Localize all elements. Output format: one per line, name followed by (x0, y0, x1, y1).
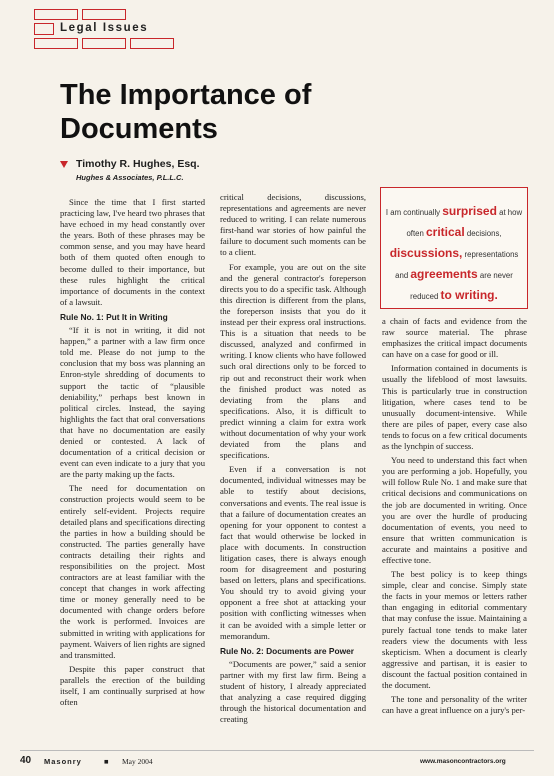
paragraph: The best policy is to keep things simple, clear and concise. Simply state the facts in your memos or letters rather than engaging in editorial commentary that may confuse the issue. Maintaining a purely factual tone tends to make later readers view the documents with less skepticism. When a document is clearly aggressive and partisan, it is easier to discount the factual position contained in the document. (382, 569, 527, 690)
pull-quote-line: often critical decisions, (406, 225, 502, 239)
paragraph: Since the time that I first started practicing law, I've heard two phrases that have echoed in my head constantly over the years. Both of these phrases may be common sense, and you may have heard both of them quoted often enough to become dulled to their importance, but these rules highlight the critical importance of documents in the context of a lawsuit. (60, 197, 205, 307)
website-url: www.masoncontractors.org (420, 758, 506, 765)
paragraph: Even if a conversation is not documented, individual witnesses may be able to testify about decisions, conversations and events. The real issue is that a failure of documentation creates an opening for your opponent to contest a fact that would otherwise be locked in place with documents. In construction litigation cases, there is always enough room for disagreement and posturing based on letters, plans and specifications. You should try to avoid giving your opponent a free shot at attacking your position with conflicting witnesses when it can be avoided with a simple letter or memorandum. (220, 464, 366, 641)
title-line-2: Documents (60, 113, 218, 145)
pull-quote-line: reduced to writing. (410, 288, 498, 302)
issue-date: May 2004 (122, 757, 153, 766)
pull-quote-line: I am continually surprised at how (385, 204, 523, 218)
paragraph: Despite this paper construct that parallels the erection of the building itself, I am continually surprised at how often (60, 663, 205, 708)
footer-bullet-icon: ■ (104, 757, 109, 766)
author-name: Timothy R. Hughes, Esq. (76, 158, 200, 170)
section-label: Legal Issues (60, 22, 149, 34)
paragraph: The tone and personality of the writer can have a great influence on a jury's per- (382, 694, 527, 716)
paragraph: You need to understand this fact when you are performing a job. Hopefully, you will follow Rule No. 1 and make sure that critical decisions and communications on the job are documented in writing. Once you are over the hurdle of producing documentation of events, you need to ensure that written communication is accurate and maintains a positive and effective tone. (382, 455, 527, 565)
subheading-rule-2: Rule No. 2: Documents are Power (220, 645, 355, 656)
paragraph: “If it is not in writing, it did not happen,” a partner with a law firm once told me. Please do not jump to the conclusion that my boss was planning an Enron-style shredding of documents to support the tactic of “plausible deniability,” perhaps best known in political circles. Instead, the saying highlights the fact that oral conversations that have no documentation are easily denied or contested. A lack of documentation of a critical decision or event can even indicate to a jury that you are the party making up the facts. (60, 325, 205, 480)
subheading-rule-1: Rule No. 1: Put It in Writing (60, 311, 168, 322)
paragraph: For example, you are out on the site and the general contractor's foreperson directs you to do a specific task. Although this direction is different from the plans, the foreperson insists that you do it instead per their express oral instructions. This is a situation that needs to be discussed, analyzed and confirmed in writing. I know clients who have followed such oral directions only to be forced to rip out and reconstruct their work when the finished product was noted as deviating from the plans and specifications. Also, it is difficult to predict winning a claim for extra work without documentation of why your work deviated from the plans and specifications. (220, 261, 366, 461)
column-3 (382, 316, 527, 719)
paragraph: critical decisions, discussions, representations and agreements are never reduced to writing. I can relate numerous first-hand war stories of how painful the failure to document such moments can be to a client. (220, 192, 366, 258)
pull-quote-line: discussions, representations (389, 246, 519, 260)
paragraph: Information contained in documents is usually the lifeblood of most lawsuits. This is particularly true in construction litigation, where cases tend to be unusually document-intensive. While there are piles of paper, every case also tends to focus on a few critical documents as the lynchpin of success. (382, 363, 527, 452)
page-number: 40 (20, 755, 32, 766)
article-title (60, 78, 390, 146)
column-1 (60, 197, 205, 711)
column-2 (220, 192, 366, 728)
magazine-name: Masonry (44, 757, 82, 766)
pull-quote-line: and agreements are never (395, 267, 513, 281)
paragraph: “Documents are power,” said a senior partner with my first law firm. Being a student of history, I already appreciated that analyzing a case required digging through the historical documentation and creating (220, 658, 366, 725)
triangle-bullet-icon (60, 161, 68, 168)
author-firm: Hughes & Associates, P.L.L.C. (76, 173, 184, 182)
paragraph: The need for documentation on construction projects would seem to be entirely self-evident. Projects require detailed plans and specifications directing the parties in how a building should be constructed. The parties generally have contracts detailing their rights and responsibilities on the project. Most contractors are at least familiar with the concept that changes in work affecting time or money generally need to be documented with change orders before the work is performed. Invoices are submitted in writing with applications for payment. Waivers of lien rights are signed and transmitted. (60, 483, 205, 660)
footer-divider (20, 750, 534, 751)
paragraph: a chain of facts and evidence from the raw source material. The phrase emphasizes the critical impact documents can have on a case for good or ill. (382, 316, 527, 360)
pull-quote (380, 187, 528, 309)
title-line-1: The Importance of (60, 79, 312, 111)
